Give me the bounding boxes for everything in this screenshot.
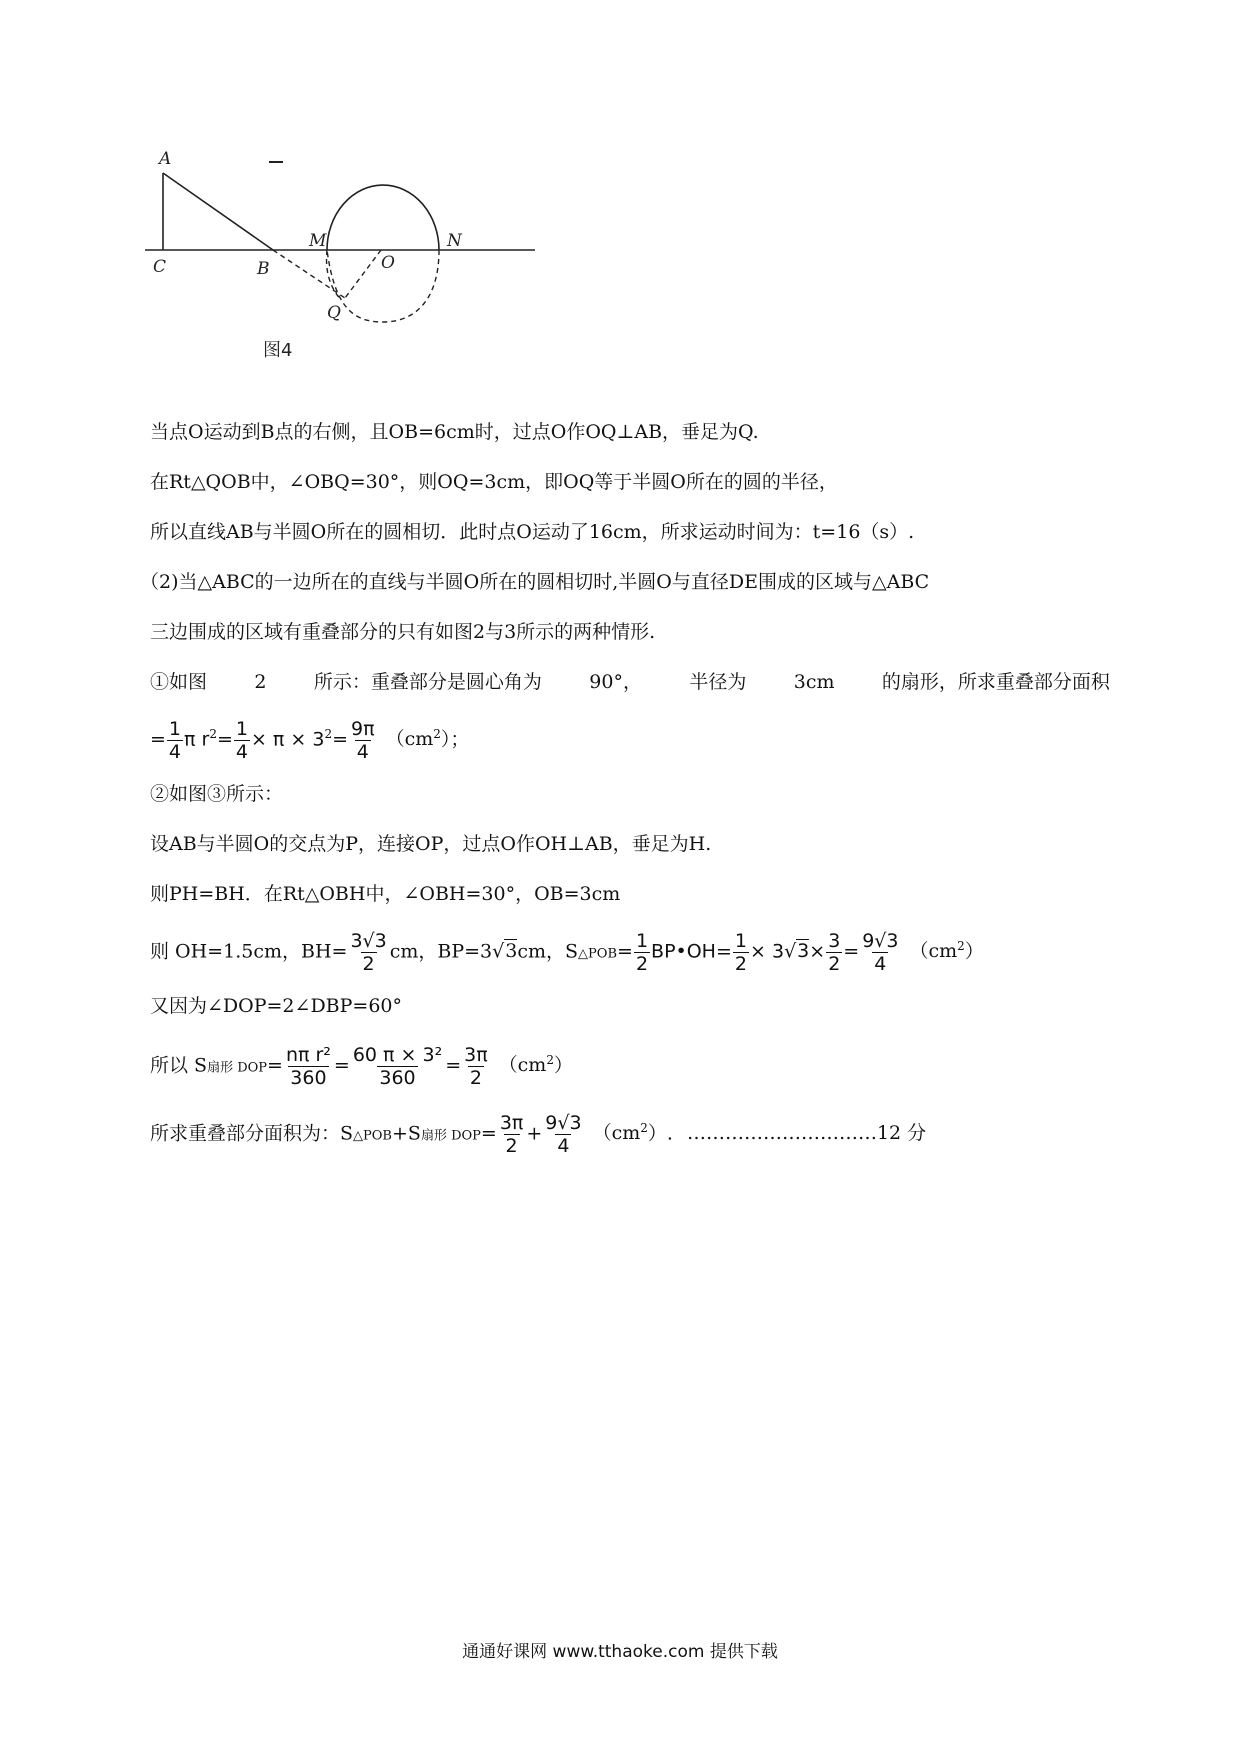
label-n: N	[447, 231, 462, 251]
text-line-6	[150, 670, 1110, 694]
l6-part-2: 所示：重叠部分是圆心角为	[313, 671, 542, 693]
label-o: O	[381, 253, 395, 273]
l6-part-6: 的扇形，所求重叠部分面积	[881, 671, 1110, 693]
fraction: $\frac{3\pi}{2}$	[464, 1043, 488, 1089]
term: π r	[184, 728, 210, 751]
equation-sector-area: = $\frac{1}{4}$ π $r^2=$ $\frac{1}{4}$ × $\pi \times 3^2=$ $\frac{9\pi}{4}$ $(cm^2)$；	[150, 717, 470, 763]
text-line-9: 设AB与半圆O的交点为P，连接OP，过点O作OH⊥AB，垂足为H.	[150, 833, 712, 855]
term: × π × 3	[250, 728, 325, 751]
equation-total-area: 所求重叠部分面积为：S△POB+S扇形 DOP= $\frac{3\pi}{2}$ + $\frac{9√3}{4}$ $(cm^2)$. …………………………12 分	[150, 1111, 927, 1157]
l6-part-0: ①如图	[150, 671, 208, 693]
l6-part-3: 90°，	[589, 671, 642, 693]
fraction: $\frac{\text{60 π × 3²}}{360}$	[352, 1043, 443, 1089]
equation-sector-dop: 所以 S扇形 DOP= $\frac{\text{nπ r²}}{360}$ = $\frac{\text{60 π × 3²}}{360}$ = $\frac{3\pi}{2}$ $(cm^2)$	[150, 1043, 573, 1089]
text-line-10: 则PH=BH．在Rt△OBH中，∠OBH=30°，OB=3cm	[150, 883, 621, 905]
label-a: A	[159, 150, 172, 169]
l6-part-5: 3cm	[793, 671, 835, 693]
fraction: $\frac{9\pi}{4}$	[351, 717, 375, 763]
label-b: B	[257, 259, 270, 279]
fraction: $\frac{1}{4}$	[235, 717, 248, 763]
fraction: $\frac{1}{4}$	[168, 717, 182, 763]
text-line-4: （2)当△ABC的一边所在的直线与半圆O所在的圆相切时,半圆O与直径DE围成的区域与△ABC	[140, 571, 930, 593]
page-footer: 通通好课网 www.tthaoke.com 提供下载	[462, 1642, 778, 1662]
fraction: $\frac{3\pi}{2}$	[499, 1111, 524, 1157]
fraction: $\frac{9√3}{4}$	[862, 929, 899, 975]
figure-4	[145, 150, 535, 410]
equation-triangle-area: 则 OH=1.5cm，BH= $\frac{3√3}{2}$ cm，BP=3√3cm，S△POB= $\frac{1}{2}$ BP•OH= $\frac{1}{2}$ × 3√3× $\frac{3}{2}$ = $\frac{9√3}{4}$ $(cm^2)$	[150, 929, 984, 975]
label-q: Q	[327, 303, 341, 323]
score-marker: …………………………12 分	[686, 1122, 927, 1145]
fraction: $\frac{1}{2}$	[734, 929, 747, 975]
fraction: $\frac{9√3}{4}$	[545, 1111, 582, 1157]
text-line-5: 三边围成的区域有重叠部分的只有如图2与3所示的两种情形.	[150, 621, 656, 643]
fraction: $\frac{\text{nπ r²}}{360}$	[285, 1043, 331, 1089]
eq-sign: =	[150, 728, 166, 751]
text-line-12: 又因为∠DOP=2∠DBP=60°	[150, 995, 403, 1017]
l6-part-4: 半径为	[689, 671, 747, 693]
text-line-3: 所以直线AB与半圆O所在的圆相切．此时点O运动了16cm，所求运动时间为：t=16（s）.	[150, 521, 915, 543]
label-c: C	[153, 257, 167, 277]
text-line-8: ②如图③所示：	[150, 783, 284, 805]
text-line-1: 当点O运动到B点的右侧，且OB=6cm时，过点O作OQ⊥AB，垂足为Q.	[150, 421, 759, 443]
figure-caption: 图4	[263, 340, 293, 361]
fraction: $\frac{3√3}{2}$	[350, 929, 387, 975]
fraction: $\frac{3}{2}$	[828, 929, 841, 975]
l6-part-1: 2	[254, 671, 267, 693]
fraction: $\frac{1}{2}$	[635, 929, 649, 975]
label-m: M	[309, 231, 327, 251]
geometry-diagram	[145, 150, 535, 410]
text-line-2: 在Rt△QOB中，∠OBQ=30°，则OQ=3cm，即OQ等于半圆O所在的圆的半径，	[150, 471, 838, 493]
